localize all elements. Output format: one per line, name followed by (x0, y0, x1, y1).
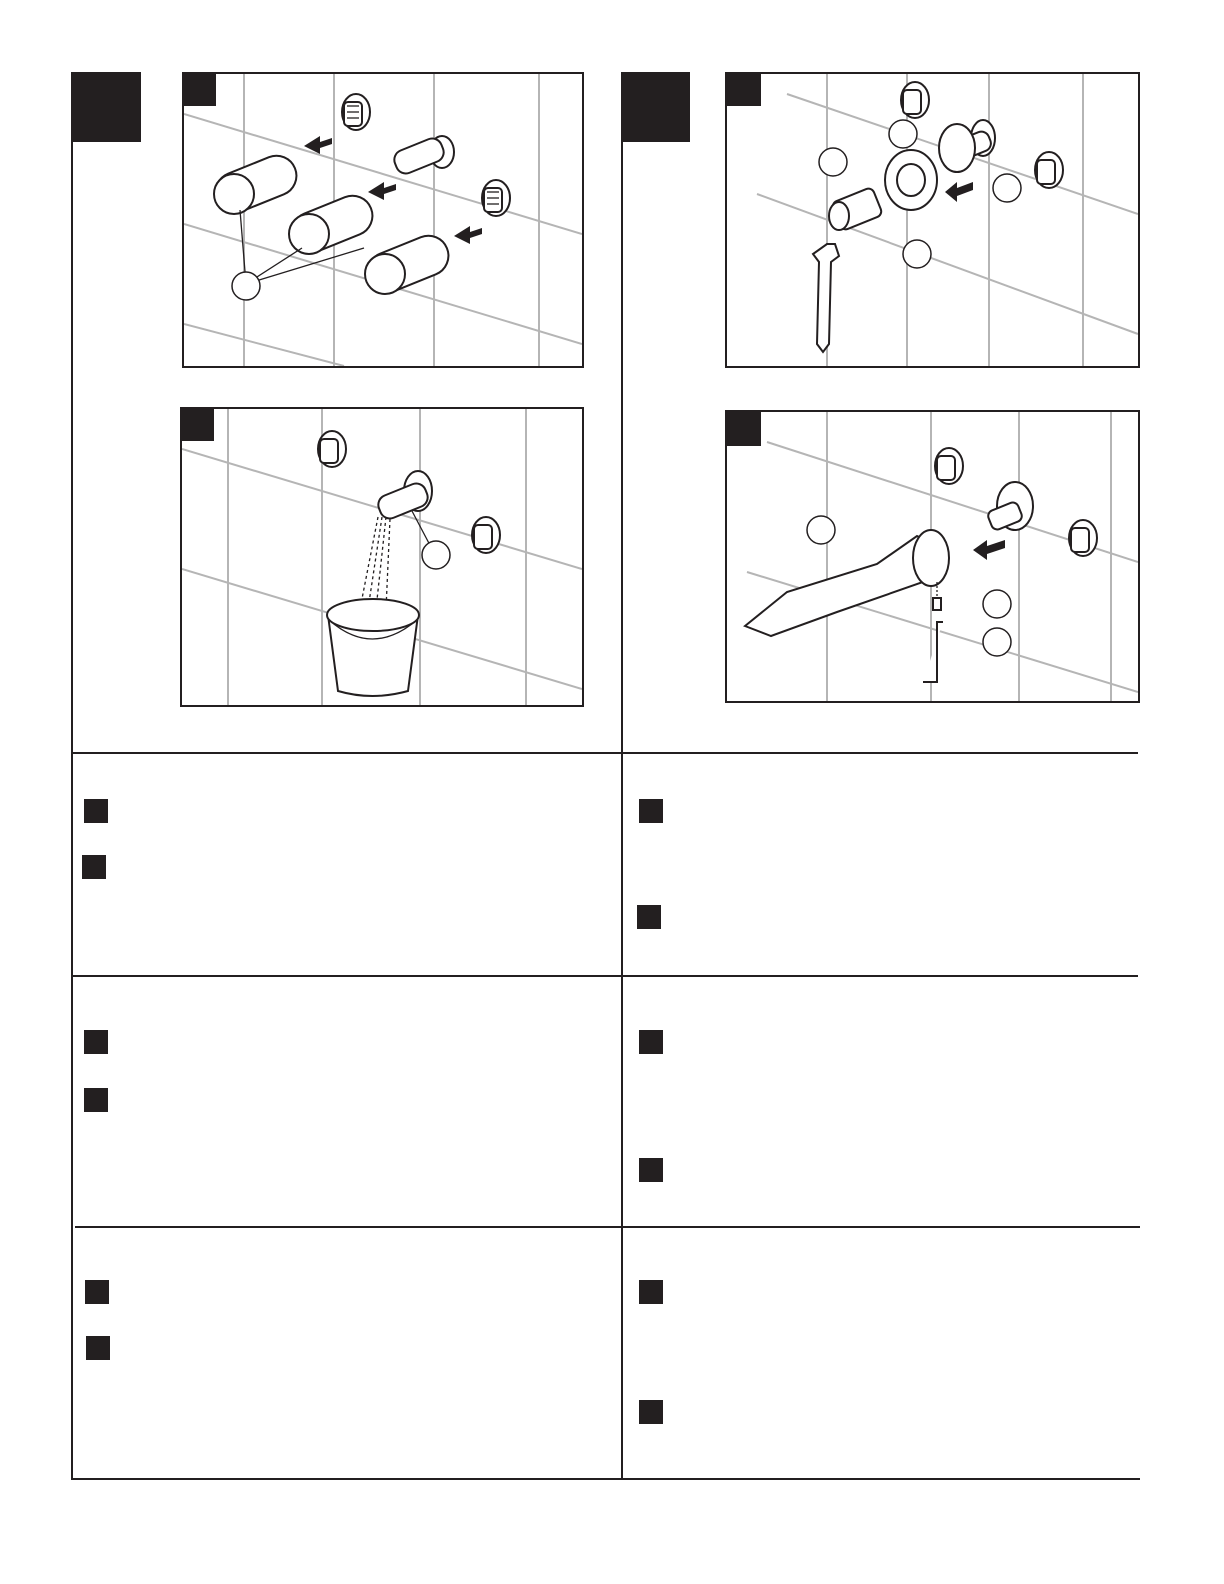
step-marker-right-5 (639, 1280, 663, 1304)
bucket (327, 599, 419, 696)
callout-circle-2 (889, 120, 917, 148)
center-frame-rule (621, 72, 623, 1480)
step-marker-left-6 (86, 1336, 110, 1360)
step-marker-left-5 (85, 1280, 109, 1304)
install-arrow (973, 540, 1005, 560)
callout-circle (232, 272, 260, 300)
valve-outlet-top (342, 94, 370, 130)
o-ring (939, 124, 975, 172)
callout-circle-3 (993, 174, 1021, 202)
step-marker-left-1 (84, 799, 108, 823)
divider-2 (71, 975, 1138, 977)
valve-outlet-right (472, 517, 500, 553)
valve-outlet-top (935, 448, 963, 484)
plaster-guard-1 (210, 150, 303, 219)
step-marker-right-6 (639, 1400, 663, 1424)
step-marker-left-2 (82, 855, 106, 879)
plaster-guard-3 (362, 230, 455, 299)
callout-circle (422, 541, 450, 569)
hex-key (923, 622, 943, 682)
valve-outlet-top (901, 82, 929, 118)
figure-marker (727, 412, 761, 446)
bottom-frame-rule (71, 1478, 1140, 1480)
figure-install-adapter (725, 72, 1140, 368)
adapter-installed (986, 482, 1033, 531)
figure-install-spout (725, 410, 1140, 703)
wrench (813, 244, 839, 352)
callout-circle-3 (983, 628, 1011, 656)
plaster-guard-2 (286, 190, 379, 259)
step-marker-left-4 (84, 1088, 108, 1112)
install-arrow (945, 182, 973, 202)
valve-outlet-left (318, 431, 346, 467)
spout-nipple (391, 136, 454, 177)
figure-flush-lines (180, 407, 584, 707)
step-marker-left-3 (84, 1030, 108, 1054)
figure-marker (727, 74, 761, 106)
spout (745, 530, 949, 636)
spout-nipple (375, 471, 432, 521)
valve-outlet-right (1069, 520, 1097, 556)
step-marker-right-3 (639, 1030, 663, 1054)
valve-outlet-right (1035, 152, 1063, 188)
tile-grid (184, 74, 582, 366)
valve-outlet-right (482, 180, 510, 216)
figure-marker (182, 409, 214, 441)
figure-remove-plaster-guards (182, 72, 584, 368)
step-marker-right-4 (639, 1158, 663, 1182)
callout-circle-1 (819, 148, 847, 176)
divider-1 (71, 752, 1138, 754)
step-marker-right-2 (637, 905, 661, 929)
water-stream (360, 517, 390, 609)
adapter (829, 187, 883, 231)
escutcheon-flange (885, 150, 937, 210)
callout-circle-1 (807, 516, 835, 544)
step-block-left (71, 72, 141, 142)
callout-circle-2 (983, 590, 1011, 618)
step-block-right (621, 72, 690, 142)
step-marker-right-1 (639, 799, 663, 823)
left-frame-rule (71, 72, 73, 1480)
figure-marker (184, 74, 216, 106)
callout-circle-4 (903, 240, 931, 268)
tile-grid (757, 74, 1138, 366)
divider-3 (75, 1226, 1140, 1228)
